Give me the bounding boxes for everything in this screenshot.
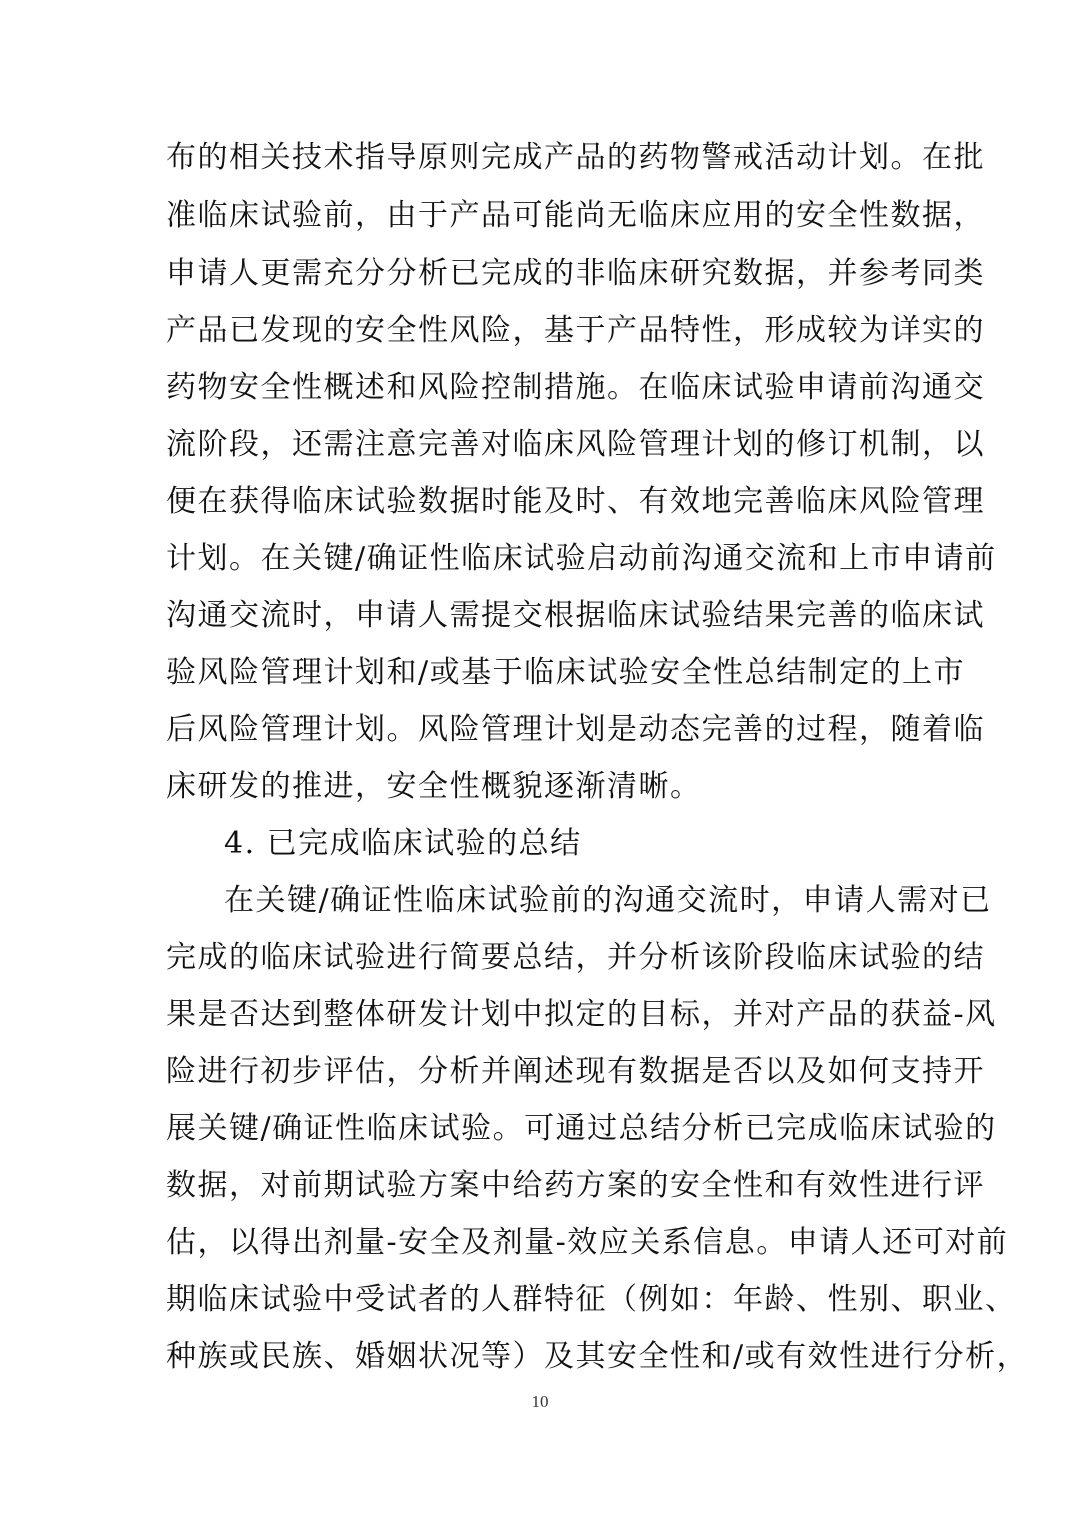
paragraph-1-line-8: 计划。在关键/确证性临床试验启动前沟通交流和上市申请前 (166, 541, 997, 576)
paragraph-1-line-5: 药物安全性概述和风险控制措施。在临床试验申请前沟通交 (166, 370, 985, 405)
paragraph-2-line-2: 完成的临床试验进行简要总结，并分析该阶段临床试验的结 (166, 940, 985, 975)
section-heading: 4. 已完成临床试验的总结 (224, 826, 582, 861)
paragraph-1-line-10: 验风险管理计划和/或基于临床试验安全性总结制定的上市 (166, 655, 966, 690)
paragraph-2-line-8: 期临床试验中受试者的人群特征（例如：年龄、性别、职业、 (166, 1282, 1017, 1317)
paragraph-1-line-1: 布的相关技术指导原则完成产品的药物警戒活动计划。在批 (166, 140, 985, 175)
paragraph-2-line-7: 估，以得出剂量-安全及剂量-效应关系信息。申请人还可对前 (166, 1225, 1009, 1260)
paragraph-2-line-4: 险进行初步评估，分析并阐述现有数据是否以及如何支持开 (166, 1054, 985, 1089)
paragraph-2-line-5: 展关键/确证性临床试验。可通过总结分析已完成临床试验的 (166, 1111, 997, 1146)
paragraph-1-line-7: 便在获得临床试验数据时能及时、有效地完善临床风险管理 (166, 484, 985, 519)
paragraph-2-line-1: 在关键/确证性临床试验前的沟通交流时，申请人需对已 (224, 883, 992, 918)
paragraph-1-line-12: 床研发的推进，安全性概貌逐渐清晰。 (166, 769, 702, 804)
paragraph-2-line-9: 种族或民族、婚姻状况等）及其安全性和/或有效性进行分析， (166, 1339, 1029, 1374)
paragraph-1-line-6: 流阶段，还需注意完善对临床风险管理计划的修订机制，以 (166, 427, 985, 462)
paragraph-1-line-9: 沟通交流时，申请人需提交根据临床试验结果完善的临床试 (166, 598, 985, 633)
paragraph-1-line-11: 后风险管理计划。风险管理计划是动态完善的过程，随着临 (166, 712, 985, 747)
paragraph-1-line-3: 申请人更需充分分析已完成的非临床研究数据，并参考同类 (166, 256, 985, 291)
paragraph-1-line-2: 准临床试验前，由于产品可能尚无临床应用的安全性数据， (166, 198, 985, 233)
page-number: 10 (531, 1392, 549, 1411)
paragraph-1-line-4: 产品已发现的安全性风险，基于产品特性，形成较为详实的 (166, 313, 985, 348)
paragraph-2-line-6: 数据，对前期试验方案中给药方案的安全性和有效性进行评 (166, 1168, 985, 1203)
paragraph-2-line-3: 果是否达到整体研发计划中拟定的目标，并对产品的获益-风 (166, 997, 997, 1032)
